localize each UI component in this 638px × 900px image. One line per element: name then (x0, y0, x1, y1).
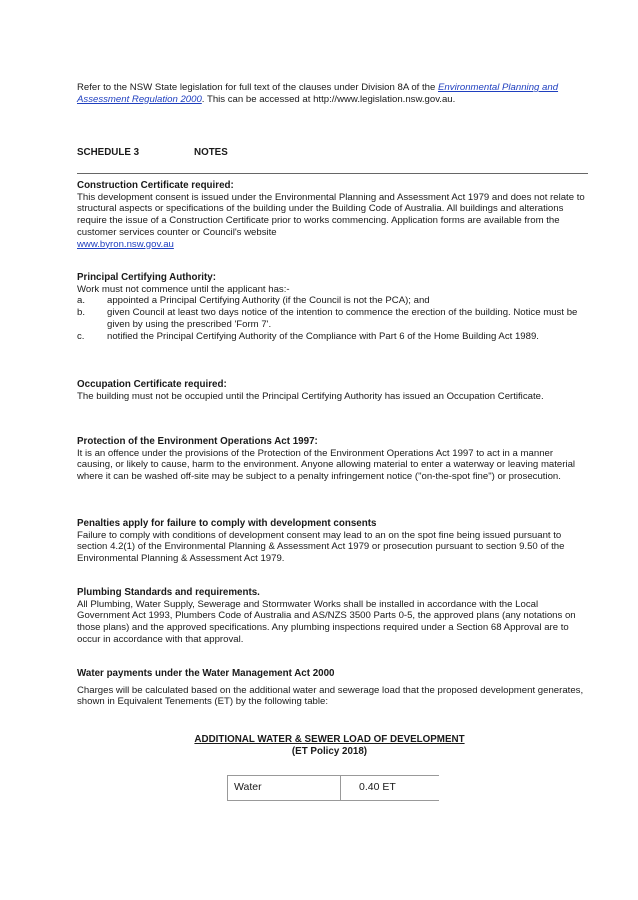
construction-body: This development consent is issued under the Environmental Planning and Assessment Act 1979 and does not relate to structural aspects or specifications of the building under the Building Code of Australia. All buildings and alterations require the issue of a Construction Certificate prior to works commencing. Application forms are available from the customer services counter or Council's website (77, 191, 585, 238)
regulation-link[interactable]: Environmental Planning and Assessment Regulation 2000 (77, 82, 559, 105)
protection-body: It is an offence under the provisions of the Protection of the Environment Operations Act 1997 to act in a manner causing, or likely to cause, harm to the environment. Anyone allowing material to enter a waterway or leaving material where it can be washed off-site may be subject to a penalty infringement notice ("on-the-spot fine") or prosecution. (77, 447, 576, 483)
notes-label: NOTES (194, 147, 228, 158)
intro-paragraph (77, 82, 587, 105)
occupation-body: The building must not be occupied until the Principal Certifying Authority has issued an Occupation Certificate. (77, 390, 544, 402)
section-divider (77, 173, 588, 174)
water-body: Charges will be calculated based on the additional water and sewerage load that the proposed development generates, shown in Equivalent Tenements (ET) by the following table: (77, 684, 584, 708)
pca-heading: Principal Certifying Authority: (77, 272, 216, 283)
table-cell-value: 0.40 ET (341, 776, 440, 801)
plumbing-section (77, 587, 587, 646)
table-title: ADDITIONAL WATER & SEWER LOAD OF DEVELOPMENT (194, 734, 465, 745)
table-subtitle: (ET Policy 2018) (291, 745, 368, 757)
protection-section (77, 436, 587, 483)
occupation-heading: Occupation Certificate required: (77, 379, 227, 390)
byron-website-link[interactable]: www.byron.nsw.gov.au (77, 238, 174, 250)
intro-text: Refer to the NSW State legislation for full text of the clauses under Division 8A of the (77, 82, 439, 93)
penalties-body: Failure to comply with conditions of development consent may lead to an on the spot fine being issued pursuant to section 4.2(1) of the Environmental Planning & Assessment Act 1979 or prosecution pursuant to section 9.50 of the Environmental Planning & Assessment Act 1979. (77, 529, 565, 565)
list-item-text: given Council at least two days notice of the intention to commence the erection of the building. Notice must be given by using the prescribed 'Form 7'. (107, 307, 578, 330)
penalties-heading: Penalties apply for failure to comply with development consents (77, 518, 377, 529)
list-item (77, 307, 587, 330)
schedule-label: SCHEDULE 3 (77, 147, 140, 158)
plumbing-heading: Plumbing Standards and requirements. (77, 587, 260, 598)
list-item (77, 295, 587, 307)
list-marker: c. (77, 330, 85, 342)
water-section (77, 668, 587, 708)
intro-text-after: . This can be accessed at http://www.legislation.nsw.gov.au. (201, 93, 456, 105)
table-cell-label: Water (228, 776, 341, 801)
occupation-section (77, 379, 587, 402)
table-caption (77, 734, 582, 757)
list-item-text: notified the Principal Certifying Authority of the Compliance with Part 6 of the Home Building Act 1989. (107, 330, 539, 342)
pca-intro: Work must not commence until the applicant has:- (77, 283, 290, 295)
list-item (77, 331, 587, 343)
list-marker: b. (77, 307, 86, 319)
penalties-section (77, 518, 587, 565)
construction-heading: Construction Certificate required: (77, 180, 234, 191)
protection-heading: Protection of the Environment Operations Act 1997: (77, 436, 318, 447)
pca-list (77, 295, 587, 342)
list-marker: a. (77, 295, 86, 307)
et-table (227, 775, 439, 801)
plumbing-body: All Plumbing, Water Supply, Sewerage and Stormwater Works shall be installed in accordance with the Local Government Act 1993, Plumbers Code of Australia and AS/NZS 3500 Parts 0-5, the approved plans (any notations on those plans) and the approved specifications. Any plumbing inspections required under a Section 68 Approval are to occur in accordance with that approval. (77, 598, 576, 645)
list-item-text: appointed a Principal Certifying Authority (if the Council is not the PCA); and (107, 295, 430, 307)
construction-section (77, 180, 587, 250)
schedule-heading (77, 147, 587, 159)
table-row (228, 776, 440, 801)
pca-section (77, 272, 587, 342)
water-heading: Water payments under the Water Management Act 2000 (77, 668, 335, 679)
